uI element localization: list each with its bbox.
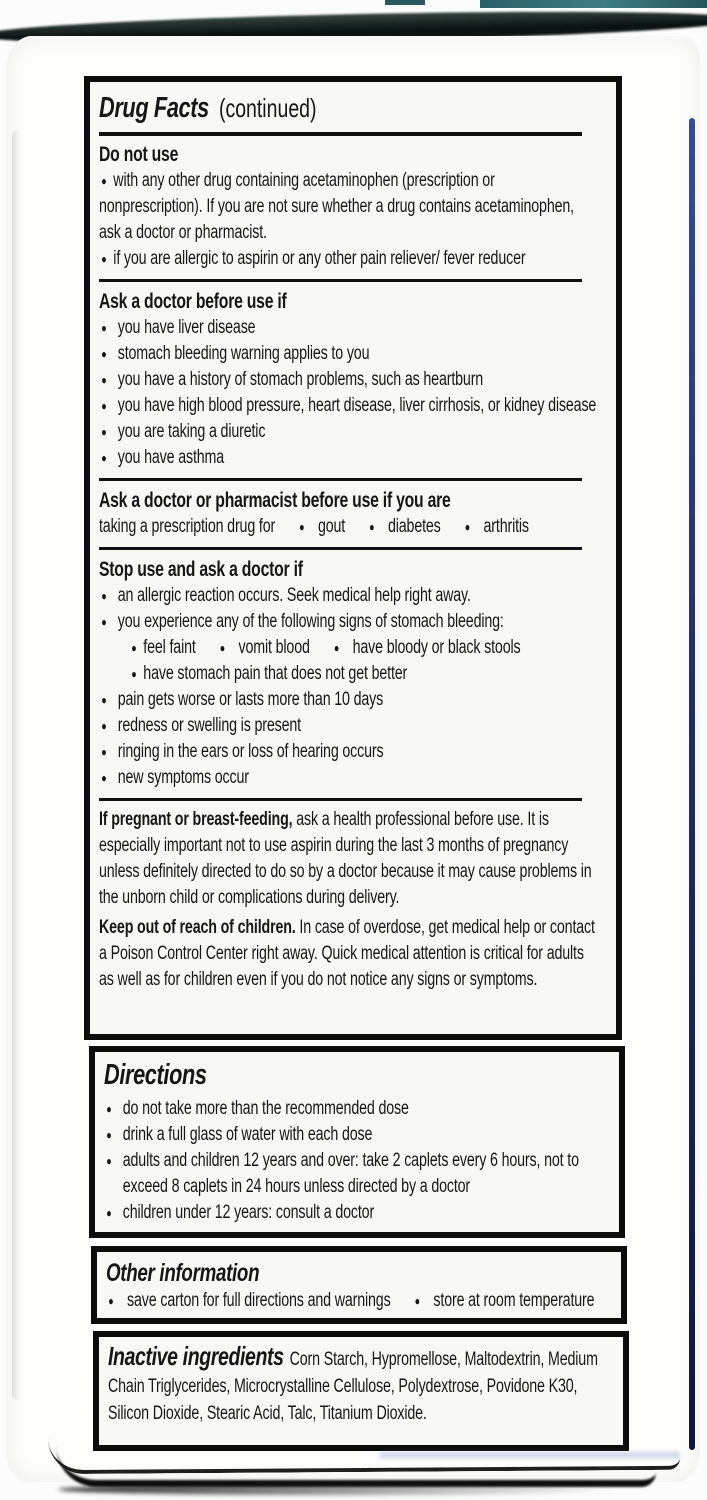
bullet-icon: ● (369, 520, 375, 534)
bullet-icon: ● (101, 771, 107, 785)
bullet-icon: ● (101, 373, 107, 387)
bullet-icon: ● (106, 1154, 112, 1168)
bullet-icon: ● (414, 1294, 420, 1308)
ask-pharmacist-heading: Ask a doctor or pharmacist before use if you are (99, 489, 451, 512)
package-bottom-fold-shadow (56, 1446, 656, 1487)
bullet-icon: ● (101, 615, 107, 629)
pregnancy-warning-text: ask a health professional before use. It is especially important not to use aspirin during the last 3 months of pregnancy unless definitely directed to do so by a doctor because it may cause problems in the unborn child or complications during delivery. (99, 809, 592, 908)
inactive-ingredients-panel (93, 1331, 629, 1451)
bullet-icon: ● (106, 1102, 112, 1116)
bullet-icon: ● (106, 1128, 112, 1142)
panel-title-row (99, 88, 597, 127)
section-stop-use (99, 556, 597, 791)
ask-pharmacist-item: diabetes (387, 516, 441, 537)
do-not-use-item: if you are allergic to aspirin or any other pain reliever/ fever reducer (113, 248, 526, 269)
ask-doctor-heading: Ask a doctor before use if (99, 290, 287, 313)
other-information-heading: Other information (106, 1259, 260, 1287)
bullet-icon: ● (101, 451, 107, 465)
keep-out-text: In case of overdose, get medical help or contact a Poison Control Center right away. Quick medical attention is critical for adults as well as for children even if you do not notice any signs or symptoms. (99, 917, 595, 990)
section-divider (99, 279, 582, 282)
do-not-use-item: with any other drug containing acetaminophen (prescription or nonprescription). If you are not sure whether a drug contains acetaminophen, ask a doctor or pharmacist. (99, 170, 574, 243)
ask-pharmacist-item: gout (317, 516, 346, 537)
ask-doctor-item: you are taking a diuretic (117, 421, 266, 442)
ask-pharmacist-intro: taking a prescription drug for (99, 516, 276, 537)
bullet-icon: ● (101, 174, 107, 188)
package-right-blue-edge (689, 118, 695, 1450)
section-ask-doctor (99, 288, 597, 471)
top-teal-print-edge-small (385, 0, 425, 5)
pregnancy-warning-lead: If pregnant or breast-feeding, (99, 809, 293, 830)
stop-use-item: new symptoms occur (117, 767, 249, 788)
directions-item: children under 12 years: consult a doctor (122, 1202, 375, 1223)
other-information-panel (91, 1246, 627, 1324)
bullet-icon: ● (219, 641, 226, 655)
stop-use-item: pain gets worse or lasts more than 10 days (117, 689, 384, 710)
other-information-item: save carton for full directions and warnings (127, 1290, 391, 1311)
bullet-icon: ● (101, 425, 107, 439)
stomach-bleeding-sign: have stomach pain that does not get better (143, 663, 408, 684)
bullet-icon: ● (101, 589, 107, 603)
drug-facts-continued-label: (continued) (218, 93, 317, 123)
stop-use-item: an allergic reaction occurs. Seek medical help right away. (117, 585, 471, 606)
inactive-ingredients-heading: Inactive ingredients (108, 1341, 284, 1371)
bullet-icon: ● (101, 745, 107, 759)
bullet-icon: ● (131, 667, 137, 681)
bullet-icon: ● (108, 1294, 114, 1308)
section-divider (99, 478, 582, 481)
ask-doctor-item: you have high blood pressure, heart disease, liver cirrhosis, or kidney disease (117, 395, 597, 416)
bullet-icon: ● (106, 1206, 112, 1220)
stop-use-item: you experience any of the following signs of stomach bleeding: (117, 611, 504, 632)
drug-facts-panel (84, 76, 622, 1040)
bullet-icon: ● (131, 641, 137, 655)
directions-item: drink a full glass of water with each dose (122, 1124, 373, 1145)
ask-doctor-item: you have liver disease (117, 317, 256, 338)
bullet-icon: ● (333, 641, 340, 655)
directions-panel (89, 1046, 625, 1238)
stop-use-item: redness or swelling is present (117, 715, 301, 736)
bullet-icon: ● (101, 693, 107, 707)
section-do-not-use (99, 141, 597, 272)
bullet-icon: ● (101, 347, 107, 361)
stop-use-heading: Stop use and ask a doctor if (99, 558, 303, 581)
directions-item: adults and children 12 years and over: take 2 caplets every 6 hours, not to exceed 8 caplets in 24 hours unless directed by a doctor (122, 1150, 579, 1197)
package-left-crease (12, 130, 22, 1400)
stomach-bleeding-sign: have bloody or black stools (352, 637, 521, 658)
package-bottom-cast-shadow (58, 1484, 618, 1495)
section-divider (99, 798, 582, 801)
section-divider (99, 547, 582, 550)
directions-heading: Directions (104, 1059, 207, 1091)
bullet-icon: ● (101, 719, 107, 733)
ask-doctor-item: you have asthma (117, 447, 225, 468)
directions-item: do not take more than the recommended dose (122, 1098, 409, 1119)
top-teal-print-edge (480, 0, 707, 8)
keep-out-lead: Keep out of reach of children. (99, 917, 296, 938)
section-keep-out-of-reach (99, 915, 597, 993)
bullet-icon: ● (299, 520, 305, 534)
stop-use-item: ringing in the ears or loss of hearing occurs (117, 741, 384, 762)
bullet-icon: ● (101, 399, 107, 413)
ask-pharmacist-item: arthritis (483, 516, 529, 537)
bullet-icon: ● (101, 321, 107, 335)
section-divider (99, 132, 582, 136)
stomach-bleeding-sign: vomit blood (238, 637, 310, 658)
ask-doctor-item: you have a history of stomach problems, such as heartburn (117, 369, 484, 390)
other-information-item: store at room temperature (433, 1290, 595, 1311)
bullet-icon: ● (464, 520, 471, 534)
stomach-bleeding-sign: feel faint (143, 637, 196, 658)
section-ask-pharmacist (99, 487, 597, 540)
bullet-icon: ● (101, 252, 107, 266)
ask-doctor-item: stomach bleeding warning applies to you (117, 343, 370, 364)
drug-facts-title: Drug Facts (99, 92, 209, 124)
do-not-use-heading: Do not use (99, 143, 179, 166)
section-pregnancy-warning (99, 807, 597, 911)
inactive-ingredients-list: Corn Starch, Hypromellose, Maltodextrin, Medium Chain Triglycerides, Microcrystalline Cellulose, Polydextrose, Povidone K30, Silicon Dioxide, Stearic Acid, Talc, Titanium Dioxide. (108, 1349, 598, 1424)
